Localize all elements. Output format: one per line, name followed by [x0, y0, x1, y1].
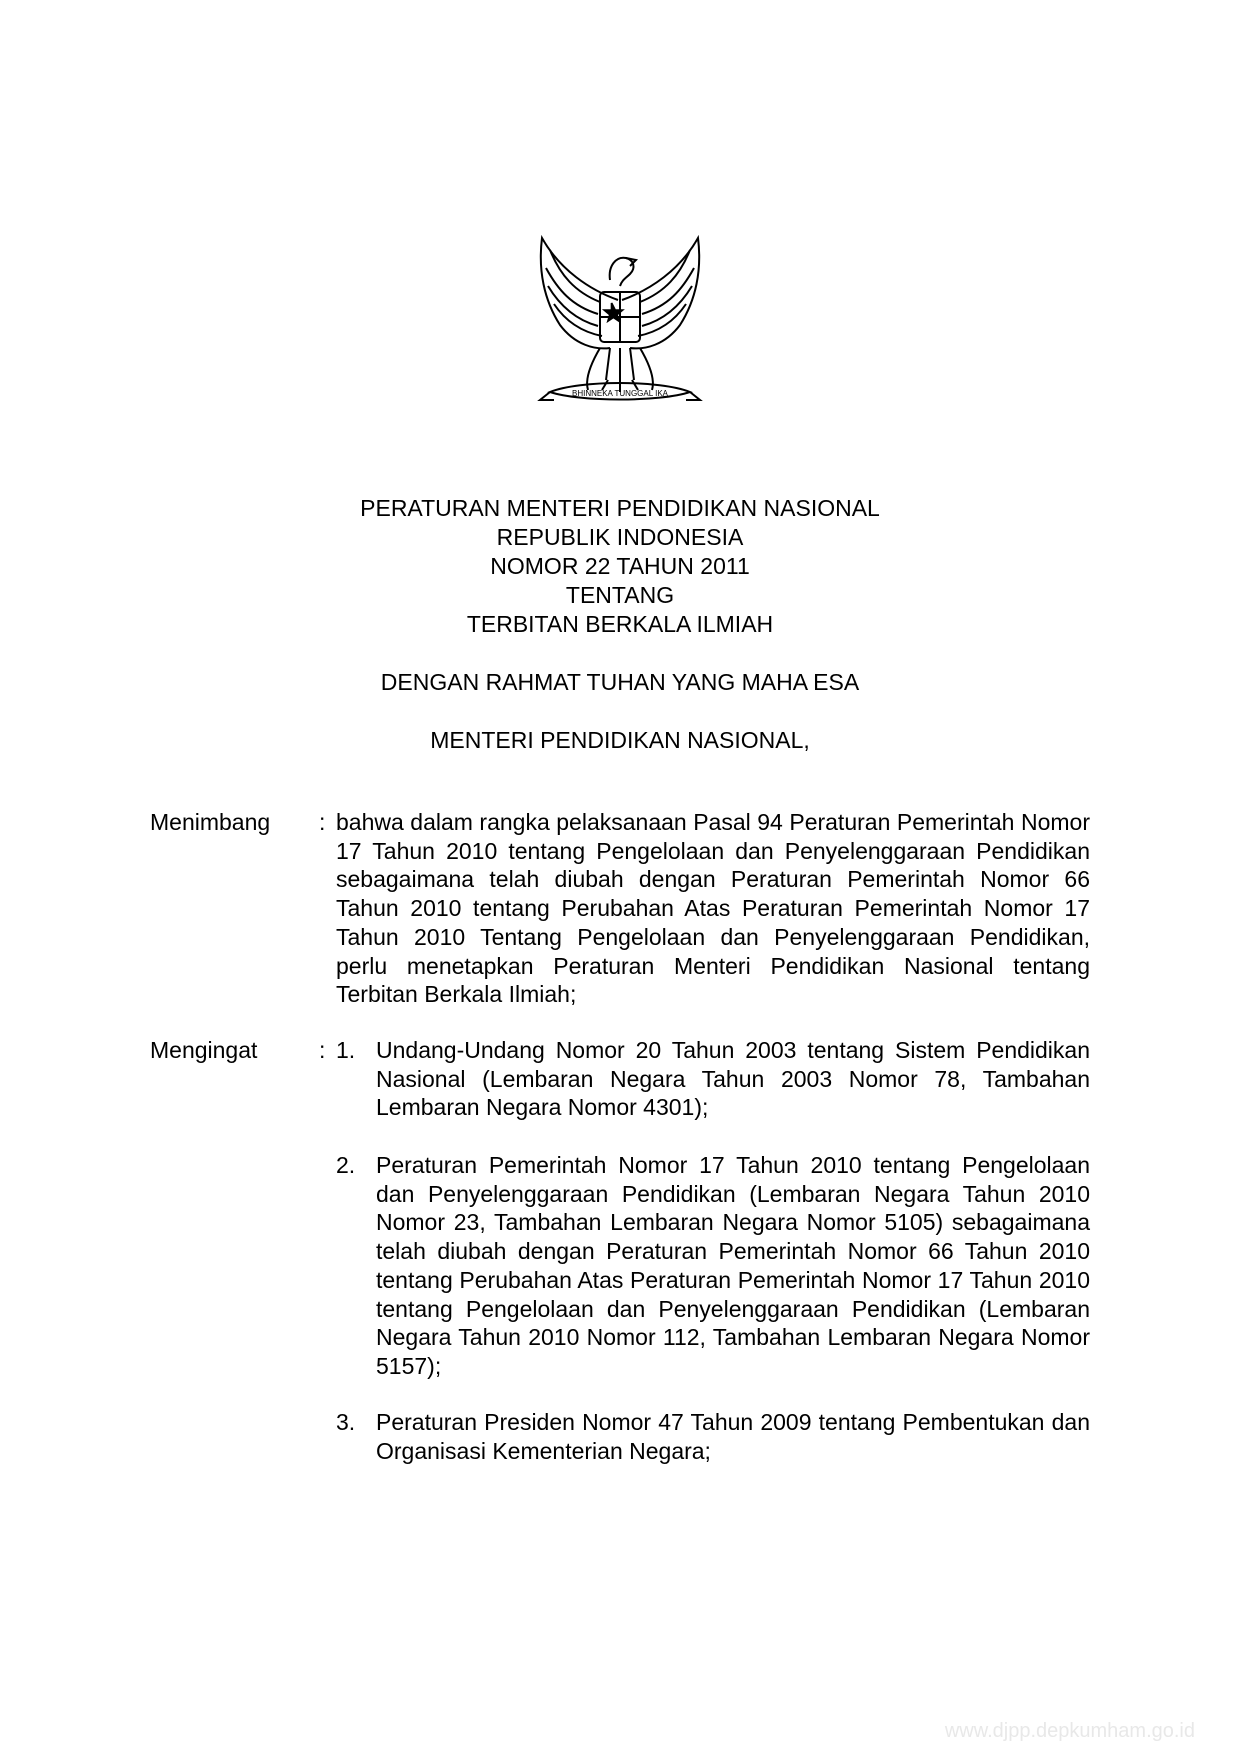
item-number: 3.	[336, 1409, 356, 1435]
menimbang-colon: :	[319, 809, 326, 835]
watermark-url: www.djpp.depkumham.go.id	[944, 1720, 1195, 1742]
svg-text:BHINNEKA TUNGGAL IKA: BHINNEKA TUNGGAL IKA	[571, 389, 669, 398]
item-number: 2.	[336, 1152, 356, 1178]
menimbang-text: bahwa dalam rangka pelaksanaan Pasal 94 Peraturan Pemerintah Nomor 17 Tahun 2010 tentang Pengelolaan dan Penyelenggaraan Pendidikan sebagaimana telah diubah dengan Peraturan Pemerintah Nomor 66 Tahun 2010 tentang Perubahan Atas Peraturan Pemerintah Nomor 17 Tahun 2010 Tentang Pengelolaan dan Penyelenggaraan Pendidikan, perlu menetapkan Peraturan Menteri Pendidikan Nasional tentang Terbitan Berkala Ilmiah;	[336, 809, 1090, 1008]
item-text: Undang-Undang Nomor 20 Tahun 2003 tentang Sistem Pendidikan Nasional (Lembaran Negara Tahun 2003 Nomor 78, Tambahan Lembaran Negara Nomor 4301);	[376, 1037, 1090, 1121]
title-line-1: PERATURAN MENTERI PENDIDIKAN NASIONAL	[360, 495, 880, 521]
mengingat-label: Mengingat	[150, 1037, 258, 1063]
greeting-line: DENGAN RAHMAT TUHAN YANG MAHA ESA	[380, 669, 860, 695]
menimbang-label: Menimbang	[150, 809, 271, 835]
title-line-5: TERBITAN BERKALA ILMIAH	[466, 611, 774, 637]
item-text: Peraturan Presiden Nomor 47 Tahun 2009 tentang Pembentukan dan Organisasi Kementerian Negara;	[376, 1409, 1090, 1464]
title-line-3: NOMOR 22 TAHUN 2011	[490, 553, 750, 579]
minister-line: MENTERI PENDIDIKAN NASIONAL,	[430, 727, 810, 753]
mengingat-colon: :	[319, 1037, 326, 1063]
regulation-title	[0, 494, 1240, 639]
item-number: 1.	[336, 1037, 356, 1063]
title-line-2: REPUBLIK INDONESIA	[496, 524, 744, 550]
item-text: Peraturan Pemerintah Nomor 17 Tahun 2010 tentang Pengelolaan dan Penyelenggaraan Pendidikan (Lembaran Negara Tahun 2010 Nomor 23, Tambahan Lembaran Negara Nomor 5105) sebagaimana telah diubah dengan Peraturan Pemerintah Nomor 66 Tahun 2010 tentang Perubahan Atas Peraturan Pemerintah Nomor 17 Tahun 2010 tentang Pengelolaan dan Penyelenggaraan Pendidikan (Lembaran Negara Tahun 2010 Nomor 112, Tambahan Lembaran Negara Nomor 5157);	[376, 1152, 1090, 1379]
title-line-4: TENTANG	[565, 582, 675, 608]
garuda-pancasila-emblem-icon	[530, 230, 710, 430]
